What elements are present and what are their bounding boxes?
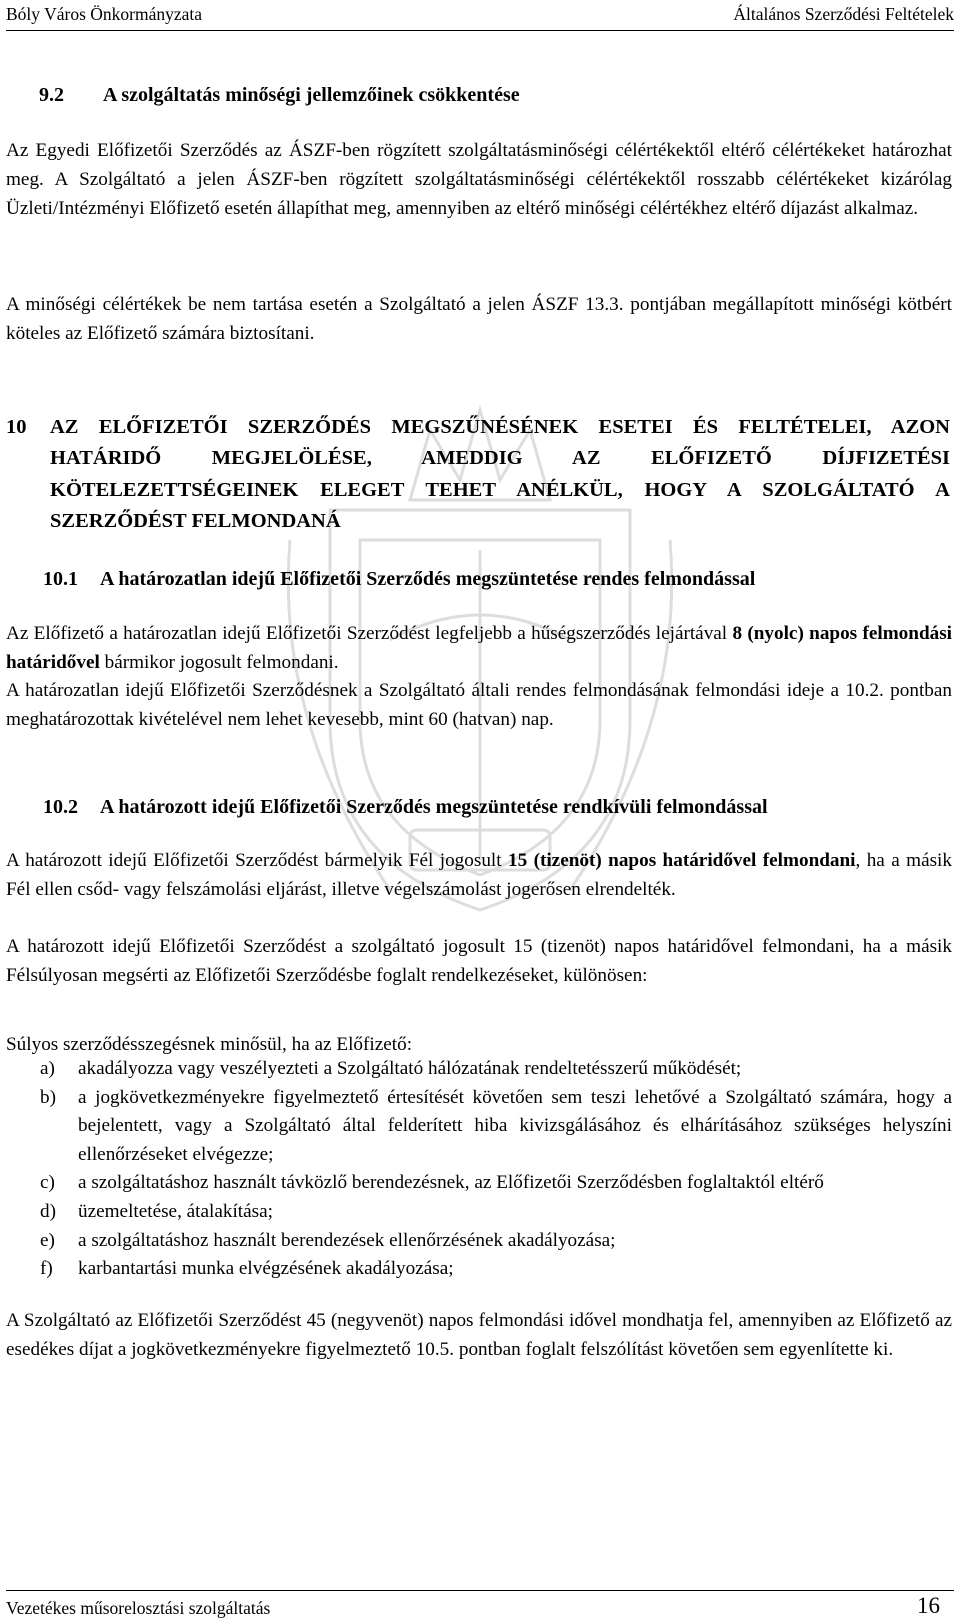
- footer-service-name: Vezetékes műsorelosztási szolgáltatás: [6, 1598, 271, 1618]
- bold-text-run: 8 (nyolc) napos felmondási határidővel: [6, 623, 953, 673]
- list-marker: c): [40, 1172, 55, 1194]
- list-item-text: akadályozza vagy veszélyezteti a Szolgáltató hálózatának rendeltetésszerű működését;: [78, 1058, 742, 1079]
- paragraph: A határozott idejű Előfizetői Szerződést a szolgáltató jogosult 15 (tizenöt) napos határidővel felmondani, ha a másik Félsúlyosan megsérti az Előfizetői Szerződésbe foglalt rendelkezéseket, különösen:: [6, 936, 952, 986]
- list-marker: d): [40, 1200, 56, 1222]
- section-10-2-heading: [43, 796, 768, 819]
- text-run: Az Előfizető a határozatlan idejű Előfizetői Szerződést legfeljebb a hűségszerződés lejártával: [6, 623, 733, 644]
- page-number: 16: [917, 1593, 940, 1618]
- list-item-text: a szolgáltatáshoz használt berendezések ellenőrzésének akadályozása;: [78, 1229, 616, 1251]
- text-run: A határozott idejű Előfizetői Szerződést bármelyik Fél jogosult: [6, 850, 508, 871]
- paragraph: A minőségi célértékek be nem tartása esetén a Szolgáltató a jelen ÁSZF 13.3. pontjában megállapított minőségi kötbért köteles az Előfizető számára biztosítani.: [6, 294, 952, 344]
- paragraph: [6, 846, 952, 904]
- paragraph: Súlyos szerződésszegésnek minősül, ha az Előfizető:: [6, 1034, 413, 1055]
- list-item-text: karbantartási munka elvégzésének akadályozása;: [78, 1258, 454, 1280]
- list-marker: b): [40, 1086, 56, 1108]
- list-marker: a): [40, 1058, 55, 1079]
- list-item: [6, 1198, 952, 1227]
- page-footer: [6, 1593, 954, 1620]
- section-title: A szolgáltatás minőségi jellemzőinek csökkentése: [103, 84, 520, 106]
- paragraph: [6, 619, 952, 677]
- text-run: , ha a másik Fél ellen csőd- vagy felszámolási eljárást, illetve végelszámolást jogerősen elrendelték.: [6, 850, 952, 900]
- section-number: 10.1: [43, 568, 78, 590]
- paragraph: A Szolgáltató az Előfizetői Szerződést 45 (negyvenöt) napos felmondási idővel mondhatja fel, amennyiben az Előfizető az esedékes díjat a jogkövetkezményekre figyelmeztető 10.5. pontban foglalt felszólítást követően sem egyenlítette ki.: [6, 1310, 952, 1360]
- section-9-2-heading: [39, 84, 520, 107]
- bold-text-run: 15 (tizenöt) napos határidővel felmondani: [507, 850, 856, 871]
- section-title: A határozott idejű Előfizetői Szerződés megszüntetése rendkívüli felmondással: [100, 796, 768, 818]
- section-title: A határozatlan idejű Előfizetői Szerződés megszüntetése rendes felmondással: [100, 568, 756, 590]
- section-number: 10: [6, 416, 27, 438]
- violation-list: [6, 1055, 952, 1284]
- footer-divider: [6, 1590, 954, 1591]
- list-item: [6, 1055, 952, 1084]
- paragraph: A határozatlan idejű Előfizetői Szerződésnek a Szolgáltató általi rendes felmondásának felmondási ideje a 10.2. pontban meghatározottak kivételével nem lehet kevesebb, mint 60 (hatvan) nap.: [6, 680, 952, 730]
- section-number: 10.2: [43, 796, 78, 818]
- list-item-text: a jogkövetkezményekre figyelmeztető értesítését követően sem teszi lehetővé a Szolgáltató számára, hogy a bejelentett, vagy a Szolgáltató által felderített hiba kivizsgálásához és elhárításához szükséges helyszíni ellenőrzéseket elvégezze;: [78, 1086, 952, 1165]
- header-municipality: Bóly Város Önkormányzata: [6, 4, 203, 24]
- paragraph: Az Egyedi Előfizetői Szerződés az ÁSZF-ben rögzített szolgáltatásminőségi célértékektől eltérő célértékeket határozhat meg. A Szolgáltató a jelen ÁSZF-ben rögzített szolgáltatásminőségi célértékektől rosszabb célértékeket kizárólag Üzleti/Intézményi Előfizető esetén állapíthat meg, amennyiben az eltérő minőségi célértékhez eltérő díjazást alkalmaz.: [6, 140, 952, 219]
- header-document-title: Általános Szerződési Feltételek: [733, 4, 954, 24]
- list-item-text: üzemeltetése, átalakítása;: [78, 1200, 273, 1222]
- text-run: bármikor jogosult felmondani.: [99, 652, 339, 673]
- list-item: [6, 1169, 952, 1198]
- list-marker: e): [40, 1229, 55, 1251]
- page-header: [6, 4, 954, 26]
- list-item: [6, 1255, 952, 1284]
- list-item: [6, 1084, 952, 1170]
- list-item-text: a szolgáltatáshoz használt távközlő berendezésnek, az Előfizetői Szerződésben foglaltaktól eltérő: [78, 1172, 824, 1194]
- section-10-1-heading: [43, 568, 755, 591]
- list-marker: f): [40, 1258, 53, 1280]
- list-item: [6, 1227, 952, 1256]
- section-number: 9.2: [39, 84, 64, 106]
- section-title: AZ ELŐFIZETŐI SZERZŐDÉS MEGSZŰNÉSÉNEK ESETEI ÉS FELTÉTELEI, AZON HATÁRIDŐ MEGJELÖLÉSE, AMEDDIG AZ ELŐFIZETŐ DÍJFIZETÉSI KÖTELEZETTSÉGEINEK ELEGET TEHET ANÉLKÜL, HOGY A SZOLGÁLTATÓ A SZERZŐDÉST FELMONDANÁ: [50, 416, 950, 532]
- header-divider: [6, 30, 954, 31]
